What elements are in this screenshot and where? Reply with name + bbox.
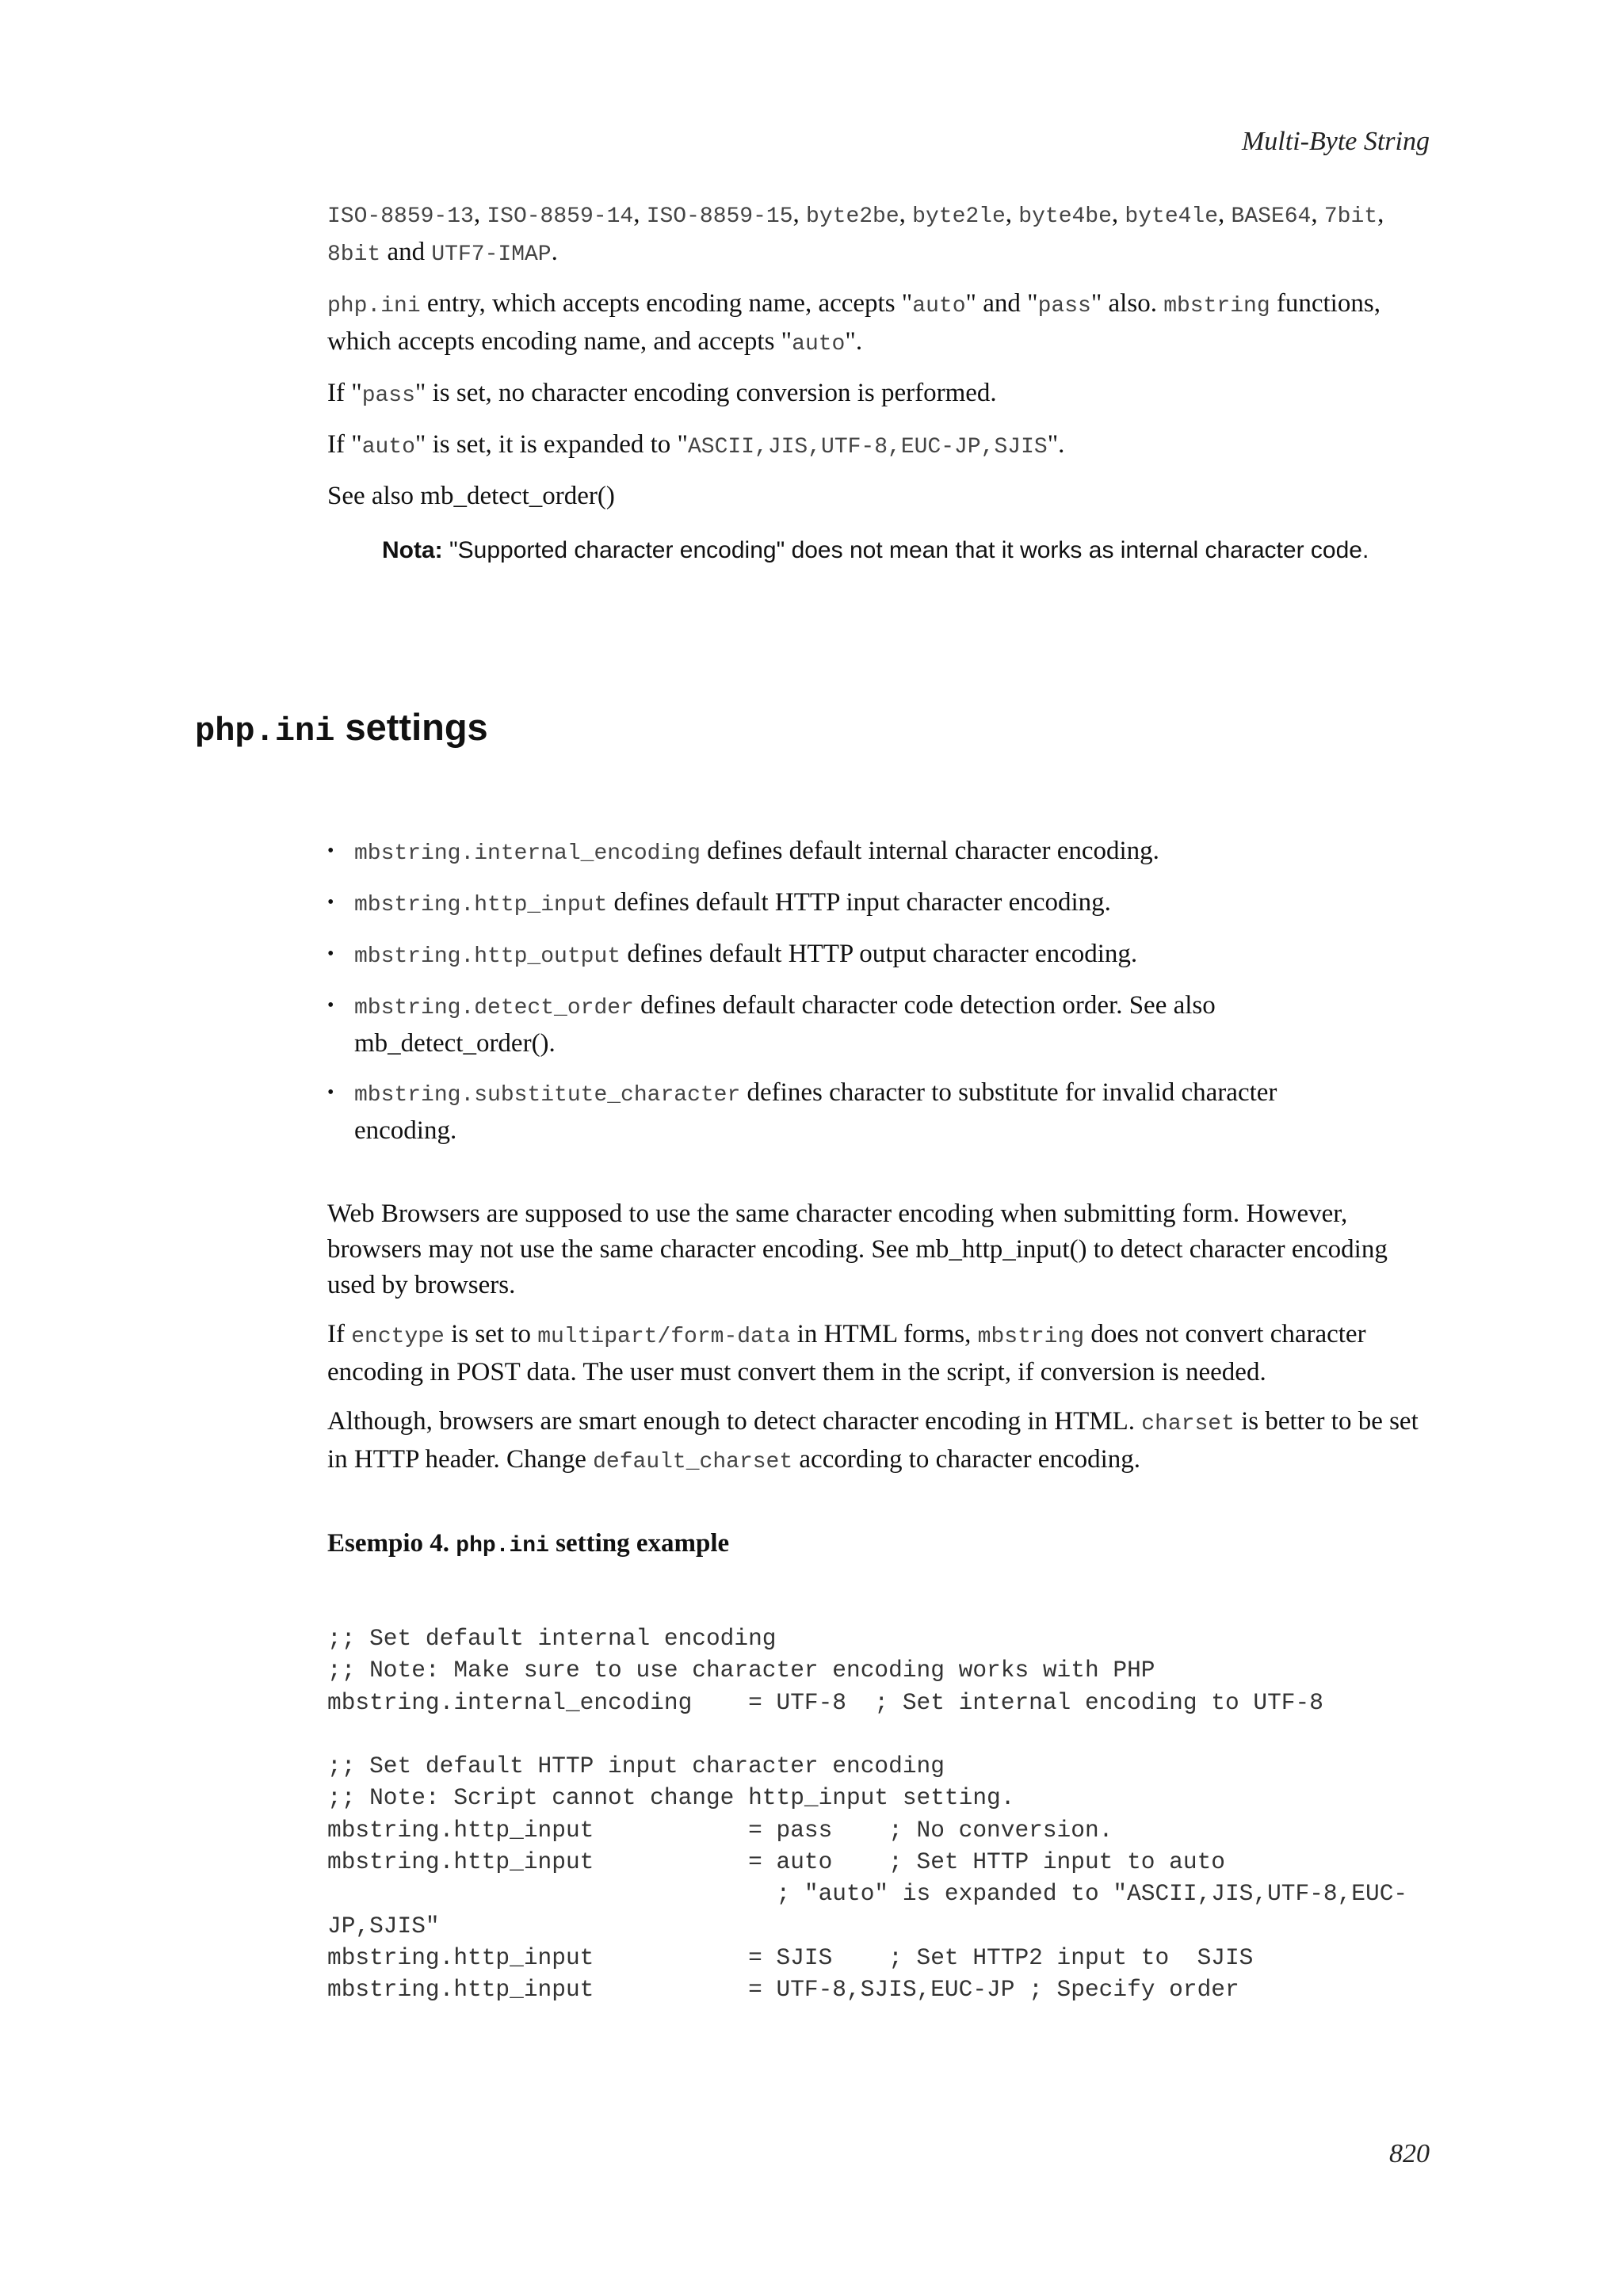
code-term: ISO-8859-14 xyxy=(487,204,634,229)
list-item: • mbstring.substitute_character defines character to substitute for invalid character encoding. xyxy=(327,1075,1381,1149)
code-term: auto xyxy=(912,294,966,318)
code-term: ISO-8859-13 xyxy=(327,204,474,229)
code-term: 7bit xyxy=(1323,204,1378,229)
see-also-paragraph: See also mb_detect_order() xyxy=(327,482,615,510)
code-term: multipart/form-data xyxy=(537,1325,791,1349)
encoding-list-paragraph: ISO-8859-13, ISO-8859-14, ISO-8859-15, byte2be, byte2le, byte4be, byte4le, BASE64, 7bit, 8bit and UTF7-IMAP. xyxy=(327,200,1384,267)
code-term: BASE64 xyxy=(1231,204,1312,229)
code-term: UTF7-IMAP xyxy=(431,242,552,267)
list-item: • mbstring.detect_order defines default character code detection order. See also mb_detect_order(). xyxy=(327,988,1381,1062)
code-term: 8bit xyxy=(327,242,381,267)
note-box xyxy=(382,537,1491,564)
php-ini-entry-paragraph: php.ini entry, which accepts encoding name, accepts "auto" and "pass" also. mbstring functions, which accepts encoding name, and accepts "auto". xyxy=(327,289,1381,357)
example-title: Esempio 4. php.ini setting example xyxy=(327,1529,730,1558)
code-term: byte4be xyxy=(1018,204,1112,229)
bullet-icon: • xyxy=(327,1082,334,1103)
enctype-paragraph: If enctype is set to multipart/form-data in HTML forms, mbstring does not convert character encoding in POST data. The user must convert them in the script, if conversion is needed. xyxy=(327,1320,1366,1386)
page-number: 820 xyxy=(1389,2139,1430,2168)
code-term: auto xyxy=(792,332,846,357)
settings-list xyxy=(327,833,1381,1162)
setting-name: mbstring.internal_encoding xyxy=(354,841,701,866)
web-browsers-paragraph: Web Browsers are supposed to use the same character encoding when submitting form. However, browsers may not use the same character encoding. See mb_http_input() to detect character encoding used by browsers. xyxy=(327,1199,1388,1299)
code-term: enctype xyxy=(351,1325,445,1349)
code-term: byte2le xyxy=(912,204,1006,229)
code-term: php.ini xyxy=(327,294,421,318)
section-heading: php.ini settings xyxy=(195,706,488,750)
note-label: Nota: xyxy=(382,537,443,563)
bullet-icon: • xyxy=(327,892,334,913)
code-term: ISO-8859-15 xyxy=(646,204,793,229)
charset-paragraph: Although, browsers are smart enough to detect character encoding in HTML. charset is better to be set in HTTP header. Change default_charset according to character encoding. xyxy=(327,1407,1419,1474)
bullet-icon: • xyxy=(327,995,334,1016)
auto-paragraph: If "auto" is set, it is expanded to "ASCII,JIS,UTF-8,EUC-JP,SJIS". xyxy=(327,430,1065,460)
running-header: Multi-Byte String xyxy=(1241,127,1430,156)
code-term: charset xyxy=(1141,1412,1235,1436)
list-item: • mbstring.http_input defines default HTTP input character encoding. xyxy=(327,885,1381,923)
code-term: mbstring xyxy=(1163,294,1270,318)
code-term: default_charset xyxy=(593,1450,793,1474)
code-term: byte4le xyxy=(1125,204,1219,229)
bullet-icon: • xyxy=(327,841,334,861)
code-term: pass xyxy=(361,383,415,408)
list-item: • mbstring.internal_encoding defines default internal character encoding. xyxy=(327,833,1381,871)
list-item: • mbstring.http_output defines default HTTP output character encoding. xyxy=(327,936,1381,974)
code-term: auto xyxy=(361,435,415,460)
browser-section xyxy=(327,1196,1429,1493)
intro-section xyxy=(327,196,1429,528)
bullet-icon: • xyxy=(327,944,334,964)
code-term: pass xyxy=(1037,294,1091,318)
setting-name: mbstring.http_input xyxy=(354,893,608,917)
code-term: ASCII,JIS,UTF-8,EUC-JP,SJIS xyxy=(688,435,1048,460)
code-term: mbstring xyxy=(977,1325,1085,1349)
setting-name: mbstring.substitute_character xyxy=(354,1083,741,1108)
note-text: "Supported character encoding" does not mean that it works as internal character code. xyxy=(442,537,1369,563)
setting-name: mbstring.detect_order xyxy=(354,996,634,1020)
code-example: ;; Set default internal encoding ;; Note: Make sure to use character encoding works with PHP mbstring.internal_encoding = UTF-8 ; Set internal encoding to UTF-8 ;; Set default HTTP input character encoding ;; Note: Script cannot change http_input setting. mbstring.http_input = pass ; No conversion. mbstring.http_input = auto ; Set HTTP input to auto ; "auto" is expanded to "ASCII,JIS,UTF-8,EUC- JP,SJIS" mbstring.http_input = SJIS ; Set HTTP2 input to SJIS mbstring.http_input = UTF-8,SJIS,EUC-JP ; Specify order xyxy=(327,1625,1408,2004)
pass-paragraph: If "pass" is set, no character encoding conversion is performed. xyxy=(327,379,997,408)
setting-name: mbstring.http_output xyxy=(354,944,621,969)
code-term: byte2be xyxy=(806,204,899,229)
